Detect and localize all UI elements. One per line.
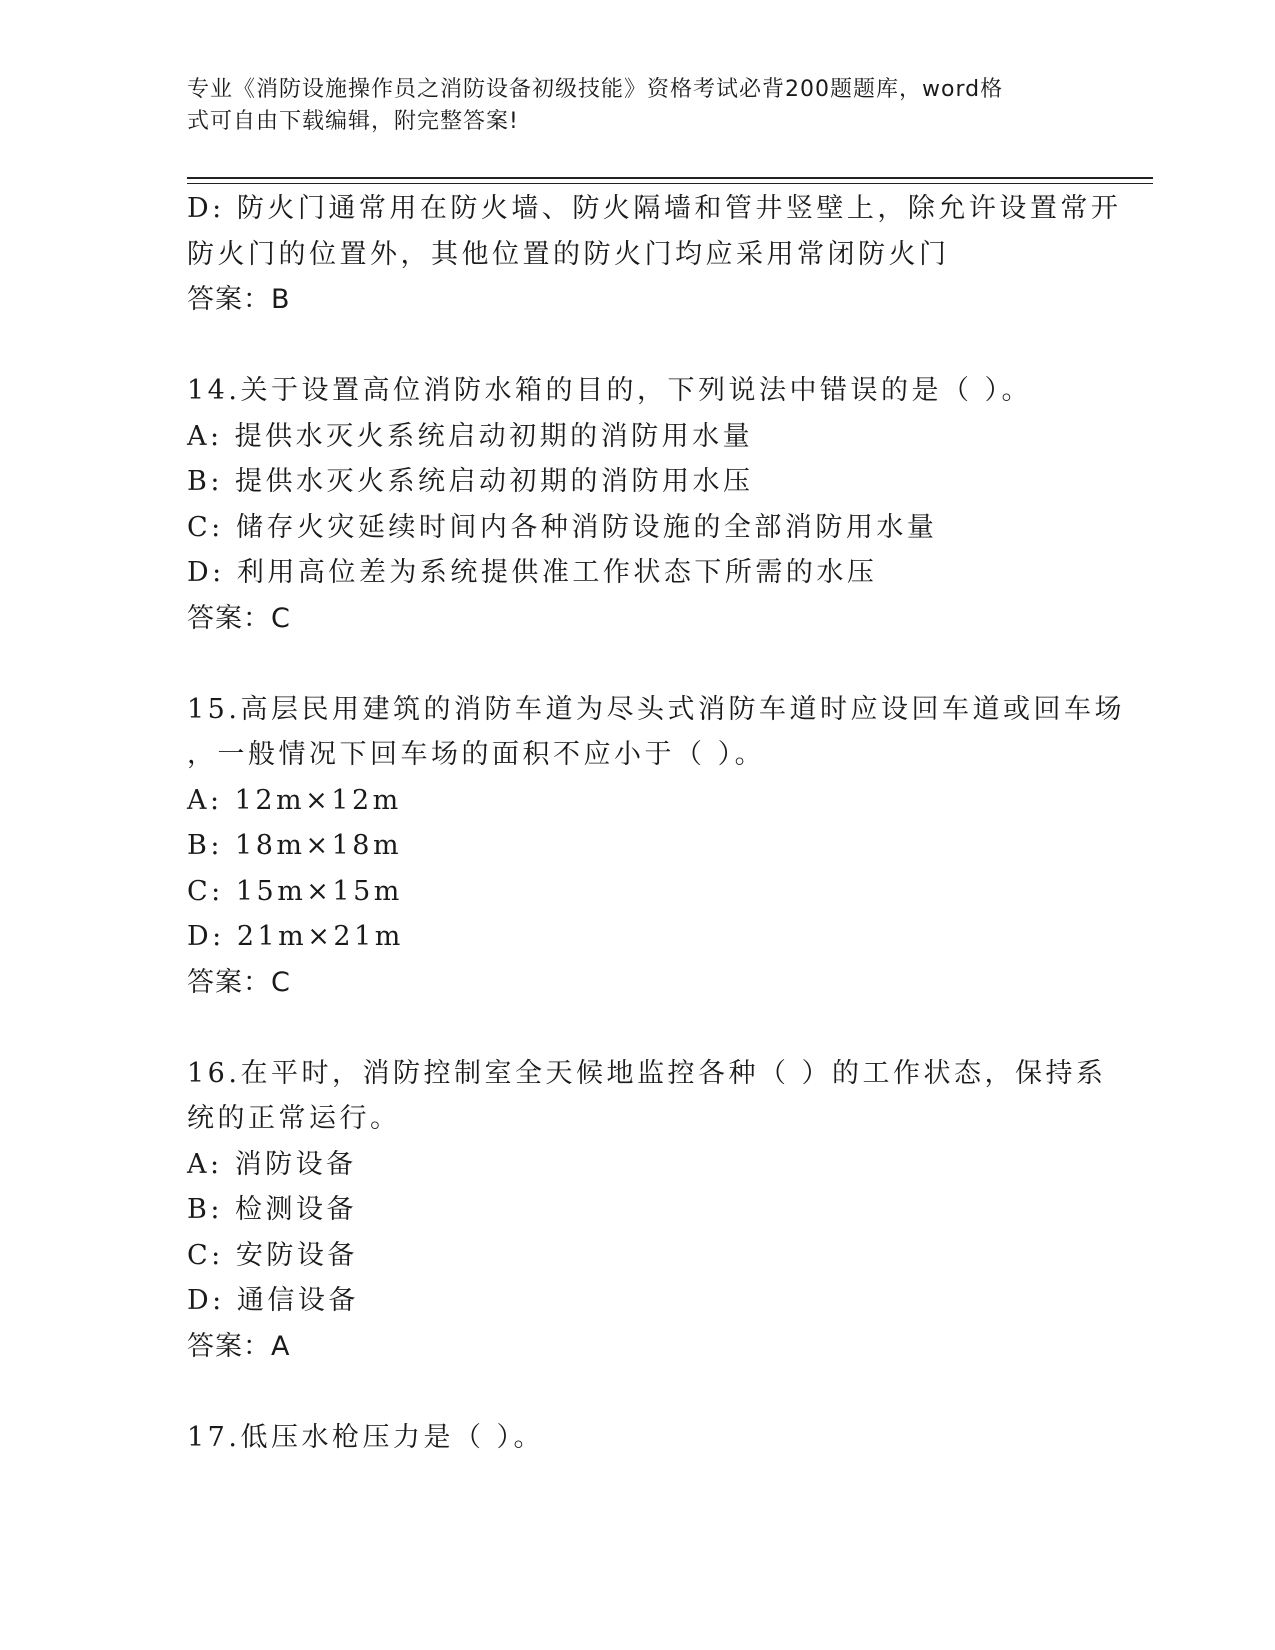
question-stem-line-2: ，一般情况下回车场的面积不应小于（ ）。 xyxy=(187,739,766,770)
question-stem: 17.低压水枪压力是（ ）。 xyxy=(187,1421,545,1453)
option-d: D: 利用高位差为系统提供准工作状态下所需的水压 xyxy=(187,557,878,588)
answer-line: 答案：C xyxy=(187,602,291,634)
option-d: D: 通信设备 xyxy=(187,1285,359,1316)
page-header xyxy=(187,74,1067,138)
question-stem: 14.关于设置高位消防水箱的目的，下列说法中错误的是（ ）。 xyxy=(187,375,1033,406)
question-17 xyxy=(187,1415,1077,1461)
option-d: D: 21m×21m xyxy=(187,921,404,952)
option-c: C: 15m×15m xyxy=(187,875,403,907)
question-content xyxy=(187,186,1125,1460)
answer-line: 答案：A xyxy=(187,1330,291,1362)
header-title-line-2: 式可自由下载编辑，附完整答案! xyxy=(187,109,519,134)
question-14 xyxy=(187,368,1077,641)
spacer xyxy=(187,323,1077,369)
header-divider-thick xyxy=(187,177,1153,179)
spacer xyxy=(187,1005,1077,1051)
question-stem-line-1: 16.在平时，消防控制室全天候地监控各种（ ）的工作状态，保持系 xyxy=(187,1057,1107,1089)
spacer xyxy=(187,641,1077,687)
option-b: B: 18m×18m xyxy=(187,830,403,861)
question-stem-line-1: 15.高层民用建筑的消防车道为尽头式消防车道时应设回车道或回车场 xyxy=(187,693,1125,725)
header-title-line-1: 专业《消防设施操作员之消防设备初级技能》资格考试必背200题题库，word格 xyxy=(187,77,1004,102)
option-c: C: 储存火灾延续时间内各种消防设施的全部消防用水量 xyxy=(187,511,938,543)
spacer xyxy=(187,1369,1077,1415)
question-15 xyxy=(187,687,1125,1006)
header-divider-thin xyxy=(187,183,1153,184)
question-stem-line-2: 统的正常运行。 xyxy=(187,1103,401,1134)
answer-line: 答案：C xyxy=(187,966,291,998)
answer-line: 答案：B xyxy=(187,284,291,315)
option-b: B: 提供水灭火系统启动初期的消防用水压 xyxy=(187,466,754,497)
option-d-line-2: 防火门的位置外，其他位置的防火门均应采用常闭防火门 xyxy=(187,238,950,270)
question-16 xyxy=(187,1051,1107,1370)
option-a: A: 12m×12m xyxy=(187,784,402,816)
option-b: B: 检测设备 xyxy=(187,1194,358,1225)
option-d-line-1: D: 防火门通常用在防火墙、防火隔墙和管井竖壁上，除允许设置常开 xyxy=(187,193,1122,224)
option-a: A: 提供水灭火系统启动初期的消防用水量 xyxy=(187,420,754,452)
carryover-question xyxy=(187,186,1122,323)
option-c: C: 安防设备 xyxy=(187,1239,358,1271)
option-a: A: 消防设备 xyxy=(187,1148,357,1180)
